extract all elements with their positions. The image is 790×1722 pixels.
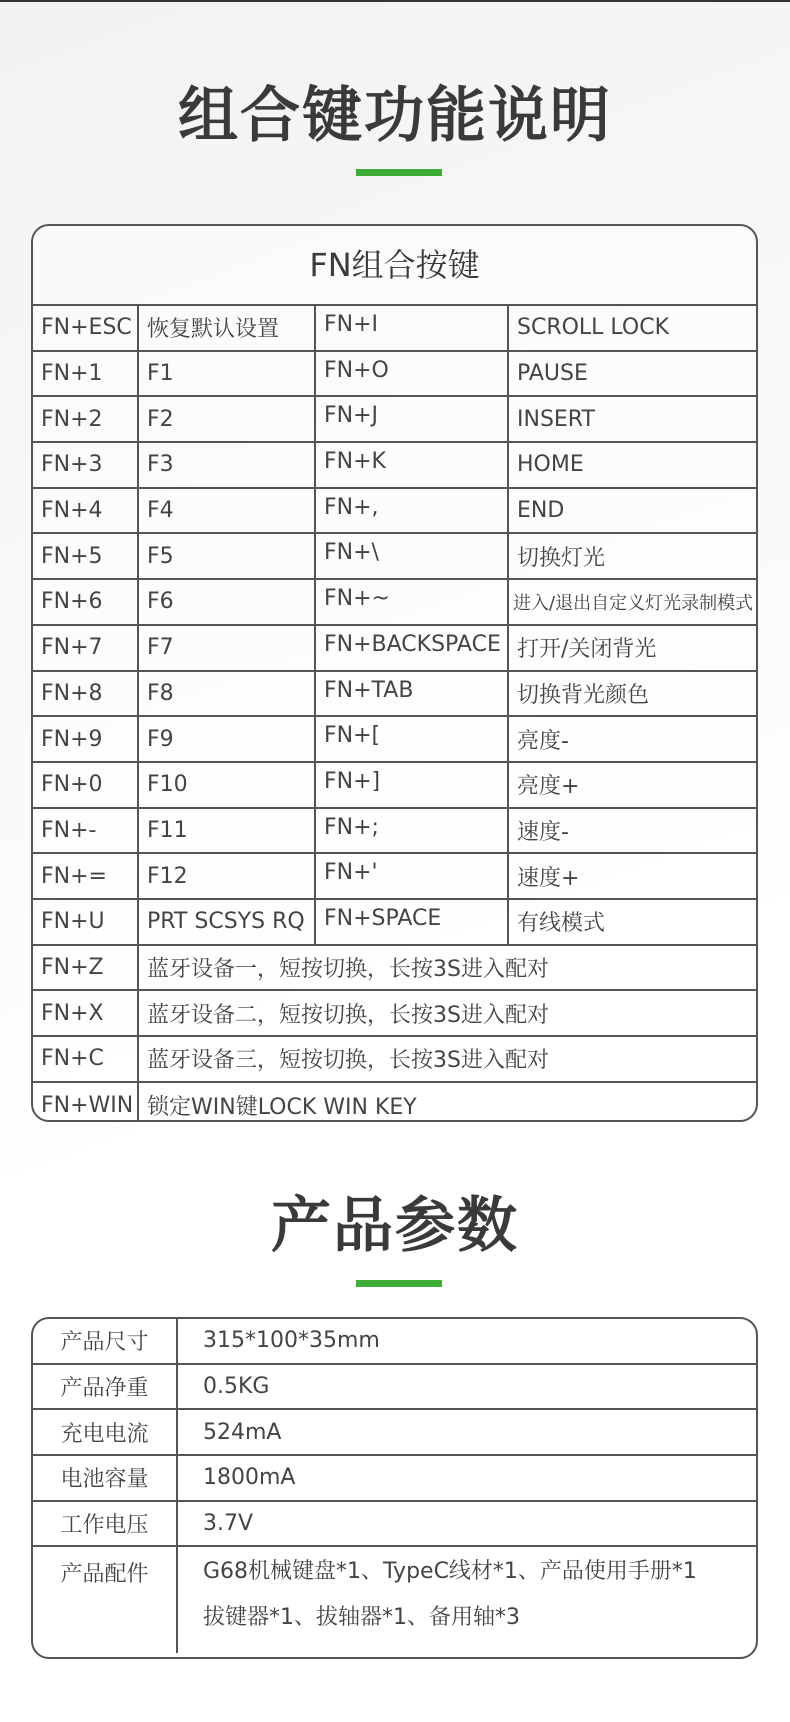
fn-function-right: 速度- <box>517 819 569 845</box>
spec-value: 1800mA <box>203 1465 296 1491</box>
fn-key-left: FN+3 <box>33 443 139 487</box>
fn-key-right: FN+\ <box>316 534 509 578</box>
fn-key-left: FN+2 <box>33 397 139 441</box>
fn-key-left: FN+9 <box>33 717 139 761</box>
spec-value <box>178 1547 756 1653</box>
fn-key-right: FN+] <box>316 763 509 807</box>
fn-key-right: FN+[ <box>316 717 509 761</box>
fn-key-right: FN+J <box>316 397 509 441</box>
fn-table-header: FN组合按键 <box>33 226 756 306</box>
spec-value: 0.5KG <box>203 1374 270 1400</box>
spec-row <box>33 1319 756 1365</box>
fn-function-right: INSERT <box>517 406 595 432</box>
fn-function-left: 恢复默认设置 <box>139 306 316 350</box>
fn-function-right: 切换灯光 <box>517 545 606 571</box>
fn-function-left: F10 <box>139 763 316 807</box>
fn-function-left: F6 <box>139 580 316 624</box>
fn-key-right: FN+' <box>316 854 509 898</box>
fn-function-right: 速度+ <box>517 865 580 891</box>
spec-row-accessories <box>33 1547 756 1653</box>
fn-function-right: 亮度- <box>517 728 569 754</box>
fn-function-right: PAUSE <box>517 361 588 387</box>
spec-value: 3.7V <box>203 1511 254 1537</box>
spec-value: 524mA <box>203 1419 282 1445</box>
fn-table-row <box>33 534 756 580</box>
fn-function-left: F3 <box>139 443 316 487</box>
spec-label: 产品尺寸 <box>33 1319 178 1363</box>
fn-key-left: FN+0 <box>33 763 139 807</box>
spec-table <box>31 1317 758 1659</box>
spec-row <box>33 1410 756 1456</box>
fn-key: FN+WIN <box>33 1083 139 1122</box>
fn-table-row <box>33 854 756 900</box>
fn-function-left: PRT SCSYS RQ <box>139 900 316 944</box>
fn-key-left: FN+- <box>33 809 139 853</box>
spec-label: 工作电压 <box>33 1502 178 1546</box>
spec-row <box>33 1502 756 1548</box>
fn-function-left: F1 <box>139 352 316 396</box>
fn-table-row <box>33 306 756 352</box>
fn-function-left: F12 <box>139 854 316 898</box>
fn-table-row <box>33 900 756 946</box>
fn-key-left: FN+ESC <box>33 306 139 350</box>
fn-key: FN+Z <box>33 946 139 990</box>
fn-table-row <box>33 352 756 398</box>
fn-key-right: FN+I <box>316 306 509 350</box>
fn-key-right: FN+; <box>316 809 509 853</box>
fn-table-row-wide <box>33 991 756 1037</box>
fn-function-left: F9 <box>139 717 316 761</box>
fn-key-right: FN+~ <box>316 580 509 624</box>
spec-label: 充电电流 <box>33 1410 178 1454</box>
fn-function: 蓝牙设备一，短按切换，长按3S进入配对 <box>147 956 549 982</box>
fn-function-right: 打开/关闭背光 <box>517 637 657 663</box>
fn-function-right: 切换背光颜色 <box>517 682 650 708</box>
spec-label: 产品配件 <box>33 1547 178 1653</box>
fn-function-right: 进入/退出自定义灯光录制模式 <box>513 592 754 614</box>
specs-underline-accent <box>356 1280 442 1287</box>
fn-table-row-wide <box>33 946 756 992</box>
fn-key-left: FN+7 <box>33 626 139 670</box>
fn-key-right: FN+TAB <box>316 672 509 716</box>
fn-function: 锁定WIN键LOCK WIN KEY <box>147 1095 417 1121</box>
fn-key-left: FN+1 <box>33 352 139 396</box>
fn-key-left: FN+8 <box>33 672 139 716</box>
fn-shortcut-table <box>31 224 758 1122</box>
fn-table-row <box>33 672 756 718</box>
fn-table-body <box>33 306 756 1122</box>
spec-row <box>33 1456 756 1502</box>
fn-function-right: 有线模式 <box>517 911 606 937</box>
fn-table-row <box>33 580 756 626</box>
fn-table-row <box>33 809 756 855</box>
accessories-line-2: 拔键器*1、拔轴器*1、备用轴*3 <box>203 1605 520 1631</box>
fn-table-row <box>33 443 756 489</box>
fn-table-row <box>33 489 756 535</box>
title-underline-accent <box>356 169 442 176</box>
fn-function-left: F2 <box>139 397 316 441</box>
spec-row <box>33 1365 756 1411</box>
accessories-line-1: G68机械键盘*1、TypeC线材*1、产品使用手册*1 <box>203 1559 697 1585</box>
fn-table-row <box>33 397 756 443</box>
fn-key-right: FN+SPACE <box>316 900 509 944</box>
fn-function-left: F5 <box>139 534 316 578</box>
fn-key-left: FN+4 <box>33 489 139 533</box>
fn-function-left: F8 <box>139 672 316 716</box>
fn-key-left: FN+= <box>33 854 139 898</box>
fn-key-left: FN+U <box>33 900 139 944</box>
fn-function-right: END <box>517 498 565 524</box>
fn-function-left: F4 <box>139 489 316 533</box>
fn-key-right: FN+O <box>316 352 509 396</box>
fn-table-row <box>33 763 756 809</box>
spec-value: 315*100*35mm <box>203 1328 380 1354</box>
spec-table-body <box>33 1319 756 1547</box>
fn-table-row <box>33 626 756 672</box>
fn-function: 蓝牙设备三，短按切换，长按3S进入配对 <box>147 1048 549 1074</box>
fn-key: FN+X <box>33 991 139 1035</box>
fn-key: FN+C <box>33 1037 139 1081</box>
fn-key-right: FN+K <box>316 443 509 487</box>
section-title-specs: 产品参数 <box>271 1191 519 1261</box>
fn-table-row-wide <box>33 1083 756 1122</box>
fn-function-left: F7 <box>139 626 316 670</box>
fn-key-left: FN+5 <box>33 534 139 578</box>
fn-table-row <box>33 717 756 763</box>
section-title-shortcuts: 组合键功能说明 <box>178 81 612 151</box>
spec-label: 电池容量 <box>33 1456 178 1500</box>
top-divider <box>0 0 790 2</box>
fn-key-right: FN+BACKSPACE <box>316 626 509 670</box>
spec-label: 产品净重 <box>33 1365 178 1409</box>
fn-function-right: 亮度+ <box>517 774 580 800</box>
fn-key-left: FN+6 <box>33 580 139 624</box>
fn-function-left: F11 <box>139 809 316 853</box>
fn-table-row-wide <box>33 1037 756 1083</box>
fn-function: 蓝牙设备二，短按切换，长按3S进入配对 <box>147 1002 549 1028</box>
fn-function-right: SCROLL LOCK <box>517 315 670 341</box>
fn-function-right: HOME <box>517 452 584 478</box>
fn-key-right: FN+, <box>316 489 509 533</box>
